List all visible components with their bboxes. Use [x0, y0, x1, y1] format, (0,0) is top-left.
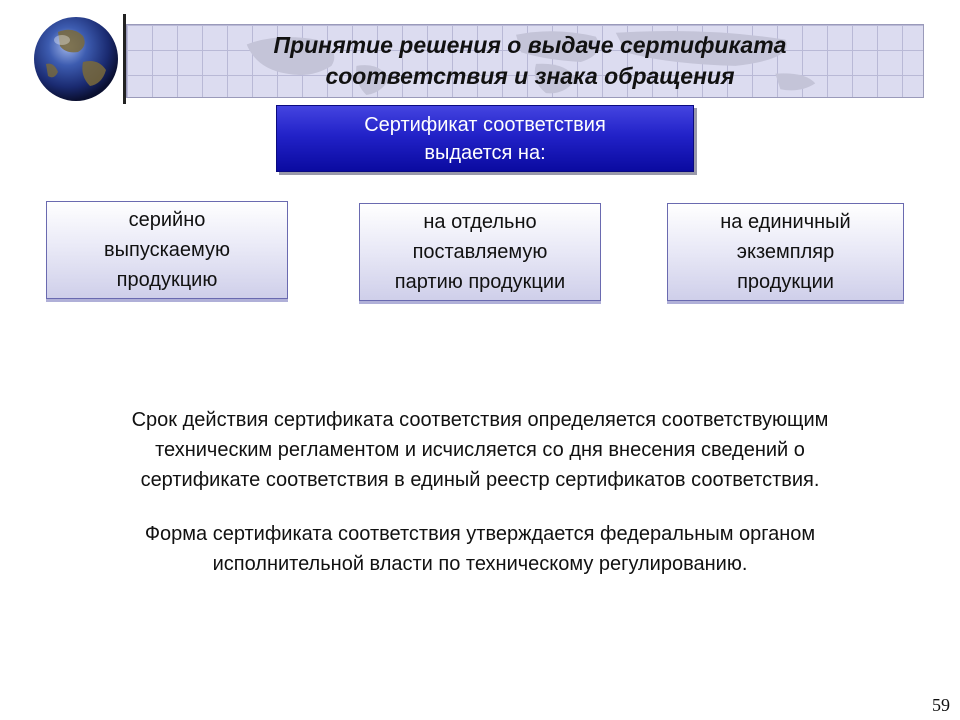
option-line: продукции [737, 271, 834, 293]
slide-number: 59 [932, 695, 950, 715]
option-line: продукцию [116, 269, 218, 291]
certificate-issued-box [276, 105, 694, 172]
issued-line-1: Сертификат соответствия [364, 113, 606, 136]
validity-paragraph [40, 405, 920, 495]
header-divider [123, 14, 126, 104]
option-line: партию продукции [394, 271, 566, 293]
option-batch-production [359, 203, 601, 301]
validity-line-2: техническим регламентом и исчисляется со дня внесения сведений о [155, 439, 805, 461]
option-line: экземпляр [736, 241, 835, 263]
issued-line-2: выдается на: [424, 141, 546, 164]
option-single-unit [667, 203, 904, 301]
option-line: поставляемую [412, 241, 548, 263]
option-line: на единичный [720, 211, 851, 233]
option-line: выпускаемую [103, 239, 230, 261]
title-line-2: соответствия и знака обращения [325, 63, 735, 89]
form-line-2: исполнительной власти по техническому регулированию. [212, 553, 748, 575]
title-line-1: Принятие решения о выдаче сертификата [273, 32, 787, 58]
option-line: на отдельно [423, 211, 537, 233]
option-serial-production [46, 201, 288, 299]
validity-line-1: Срок действия сертификата соответствия определяется соответствующим [131, 409, 829, 431]
validity-line-3: сертификате соответствия в единый реестр сертификатов соответствия. [140, 469, 820, 491]
page-title [150, 30, 910, 92]
form-line-1: Форма сертификата соответствия утверждается федеральным органом [144, 523, 816, 545]
globe-icon [28, 14, 124, 104]
option-line: серийно [128, 209, 206, 231]
form-paragraph [40, 519, 920, 579]
